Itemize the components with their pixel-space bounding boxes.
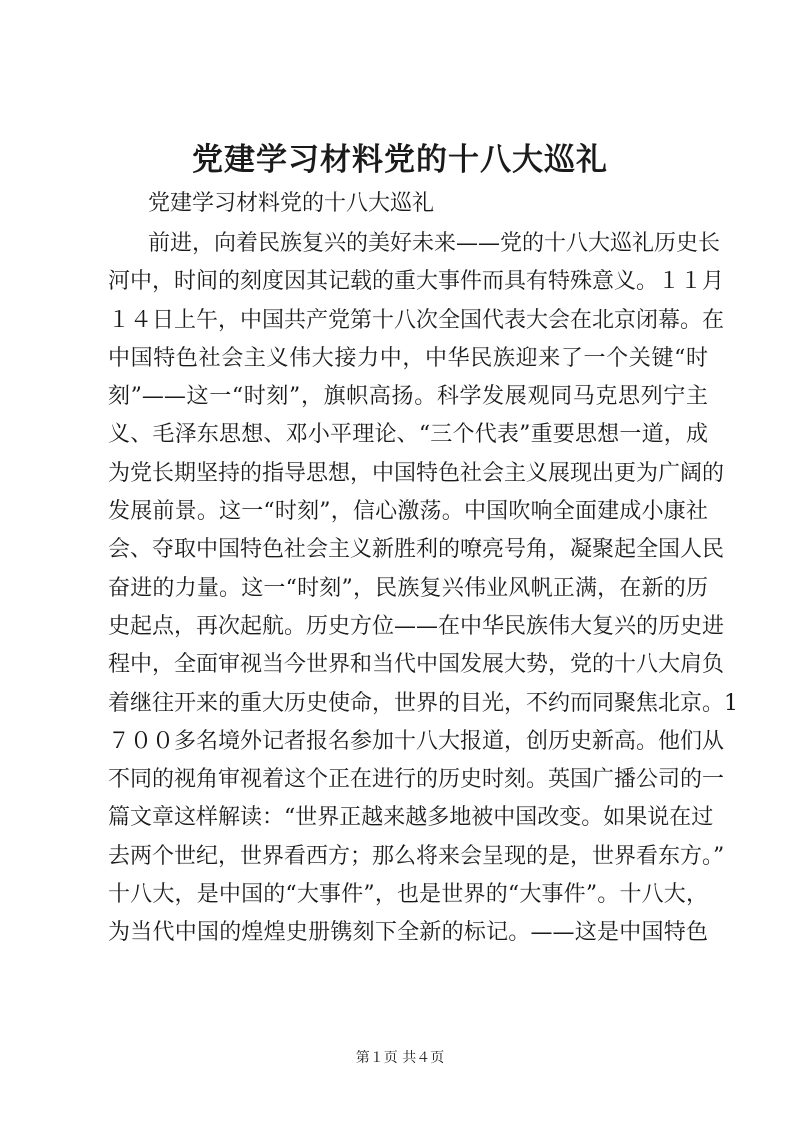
body-line: 前进，向着民族复兴的美好未来——党的十八大巡礼历史长 [148,231,721,256]
body-line: 会、夺取中国特色社会主义新胜利的嘹亮号角，凝聚起全国人民 [108,537,725,563]
body-line: 去两个世纪，世界看西方；那么将来会呈现的是，世界看东方。” [108,843,725,869]
body-line: 河中，时间的刻度因其记载的重大事件而具有特殊意义。１１月 [108,269,725,295]
body-line: ７００多名境外记者报名参加十八大报道，创历史新高。他们从 [108,728,725,754]
body-line: 中国特色社会主义伟大接力中，中华民族迎来了一个关键“时 [108,345,708,371]
body-line: 刻”——这一“时刻”，旗帜高扬。科学发展观同马克思列宁主 [108,384,708,410]
document-title: 党建学习材料党的十八大巡礼 [192,142,608,178]
body-line: 十八大，是中国的“大事件”，也是世界的“大事件”。十八大， [108,882,708,908]
body-line: 程中，全面审视当今世界和当代中国发展大势，党的十八大肩负 [108,652,725,678]
document-body [108,225,738,953]
document-subtitle: 党建学习材料党的十八大巡礼 [148,191,435,216]
body-line: 奋进的力量。这一“时刻”，民族复兴伟业风帆正满，在新的历 [108,575,708,601]
body-line: 为党长期坚持的指导思想，中国特色社会主义展现出更为广阔的 [108,460,725,486]
body-line: 不同的视角审视着这个正在进行的历史时刻。英国广播公司的一 [108,767,725,793]
body-line: 发展前景。这一“时刻”，信心激荡。中国吹响全面建成小康社 [108,499,708,525]
body-line: １４日上午，中国共产党第十八次全国代表大会在北京闭幕。在 [108,307,725,333]
body-line: 史起点，再次起航。历史方位——在中华民族伟大复兴的历史进 [108,613,725,639]
body-line: 义、毛泽东思想、邓小平理论、“三个代表”重要思想一道，成 [108,422,708,448]
page-footer: 第１页 共４页 [355,1050,445,1066]
body-line: 着继往开来的重大历史使命，世界的目光，不约而同聚焦北京。1 [108,690,738,716]
body-line: 为当代中国的煌煌史册镌刻下全新的标记。——这是中国特色 [108,920,708,946]
body-line: 篇文章这样解读：“世界正越来越多地被中国改变。如果说在过 [108,805,714,831]
